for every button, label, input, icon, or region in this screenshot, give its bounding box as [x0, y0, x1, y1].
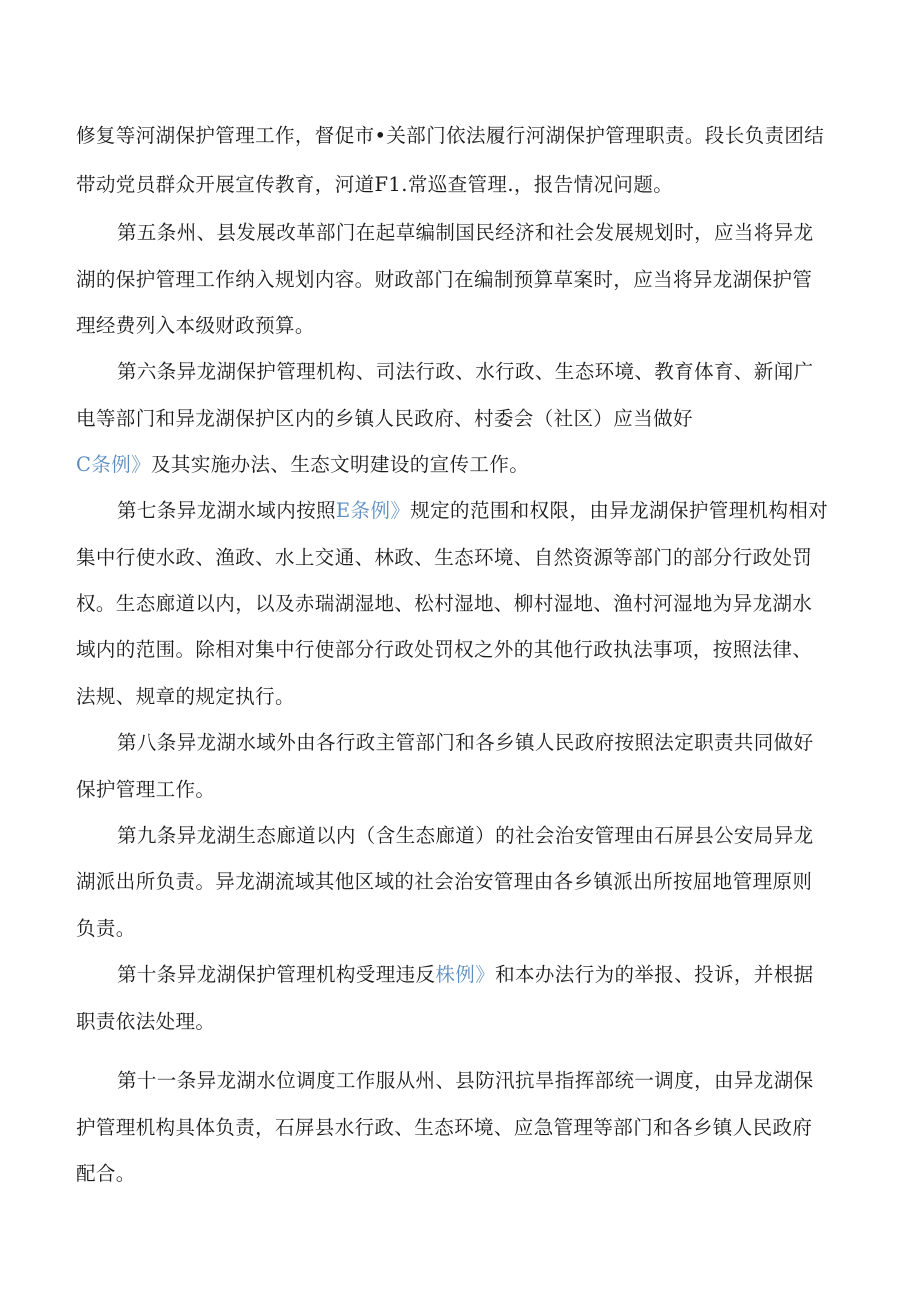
regulation-link[interactable]: 株例》 — [435, 963, 496, 986]
regulation-link[interactable]: E条例》 — [335, 499, 411, 522]
text-line: 集中行使水政、渔政、水上交通、林政、生态环境、自然资源等部门的部分行政处罚 — [76, 546, 813, 569]
text-line: 域内的范围。除相对集中行使部分行政处罚权之外的其他行政执法事项，按照法律、 — [76, 638, 813, 661]
text-span: 规定的范围和权限，由异龙湖保护管理机构相对 — [410, 499, 829, 522]
text-line — [76, 451, 856, 479]
text-span: 和本办法行为的举报、投诉，并根据 — [495, 963, 814, 986]
article-8-heading-line: 第八条异龙湖水域外由各行政主管部门和各乡镇人民政府按照法定职责共同做好 — [117, 731, 814, 754]
regulation-link[interactable]: C条例》 — [76, 453, 152, 476]
article-6-heading-line: 第六条异龙湖保护管理机构、司法行政、水行政、生态环境、教育体育、新闻广 — [117, 360, 814, 383]
article-7-heading-line — [117, 497, 897, 525]
article-11-heading-line: 第十一条异龙湖水位调度工作服从州、县防汛抗旱指挥部统一调度，由异龙湖保 — [117, 1069, 814, 1092]
article-10-heading-line — [117, 961, 897, 989]
text-line: 保护管理工作。 — [76, 778, 216, 801]
text-span: 及其实施办法、生态文明建设的宣传工作。 — [151, 453, 530, 476]
text-span: 第十条异龙湖保护管理机构受理违反 — [117, 963, 436, 986]
text-line: 电等部门和异龙湖保护区内的乡镇人民政府、村委会（社区）应当做好 — [76, 407, 693, 430]
text-span: 第七条异龙湖水域内按照 — [117, 499, 336, 522]
text-line: 湖的保护管理工作纳入规划内容。财政部门在编制预算草案时，应当将异龙湖保护管 — [76, 268, 813, 291]
text-line: 负责。 — [76, 917, 136, 940]
text-line: 带动党员群众开展宣传教育，河道F1.常巡查管理.，报告情况问题。 — [76, 173, 674, 196]
text-line: 修复等河湖保护管理工作，督促市•关部门依法履行河湖保护管理职责。段长负责团结 — [76, 124, 825, 147]
text-line: 职责依法处理。 — [76, 1010, 216, 1033]
article-5-heading-line: 第五条州、县发展改革部门在起草编制国民经济和社会发展规划时，应当将异龙 — [117, 221, 814, 244]
text-line: 护管理机构具体负责，石屏县水行政、生态环境、应急管理等部门和各乡镇人民政府 — [76, 1116, 813, 1139]
text-line: 理经费列入本级财政预算。 — [76, 314, 315, 337]
text-line: 法规、规章的规定执行。 — [76, 685, 295, 708]
text-line: 配合。 — [76, 1162, 136, 1185]
article-9-heading-line: 第九条异龙湖生态廊道以内（含生态廊道）的社会治安管理由石屏县公安局异龙 — [117, 824, 814, 847]
text-line: 权。生态廊道以内，以及赤瑞湖湿地、松村湿地、柳村湿地、渔村河湿地为异龙湖水 — [76, 592, 813, 615]
text-line: 湖派出所负责。异龙湖流域其他区域的社会治安管理由各乡镇派出所按屈地管理原则 — [76, 870, 813, 893]
